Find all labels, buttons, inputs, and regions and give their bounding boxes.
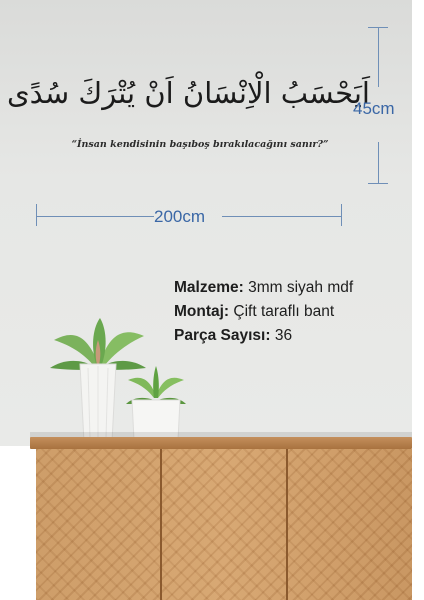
spec-value: 36 (270, 327, 293, 344)
width-dimension-line-left (36, 216, 154, 217)
spec-key: Montaj: (174, 303, 230, 320)
spec-key: Malzeme: (174, 279, 244, 296)
height-dimension-bottom-tick (368, 183, 388, 184)
arabic-verse-decal: اَيَحْسَبُ الْاِنْسَانُ اَنْ يُتْرَكَ سُدًى (6, 76, 370, 110)
sideboard-doors (36, 449, 412, 600)
succulent-leaves (50, 318, 146, 370)
door-divider (160, 449, 162, 600)
height-dimension-line-upper (378, 27, 379, 87)
spec-material (174, 276, 353, 300)
width-dimension-right-tick (341, 204, 342, 226)
spec-piece-count (174, 324, 353, 348)
verse-translation: “İnsan kendisinin başıboş bırakılacağını sanır?” (71, 139, 329, 150)
width-dimension-line-right (222, 216, 342, 217)
spec-value: Çift taraflı bant (229, 303, 335, 320)
page-margin (412, 0, 424, 600)
potted-plant-small (124, 366, 188, 442)
product-specs (174, 276, 353, 348)
sideboard-top (30, 437, 412, 449)
width-dimension-label: 200cm (154, 207, 206, 226)
spec-key: Parça Sayısı: (174, 327, 271, 344)
door-divider (286, 449, 288, 600)
width-dimension-left-tick (36, 204, 37, 226)
spec-value: 3mm siyah mdf (243, 279, 354, 296)
succulent-leaves (126, 366, 186, 404)
height-dimension-line-lower (378, 142, 379, 184)
height-dimension-label: 45cm (353, 99, 395, 118)
wooden-sideboard (30, 437, 412, 600)
spec-mounting (174, 300, 353, 324)
